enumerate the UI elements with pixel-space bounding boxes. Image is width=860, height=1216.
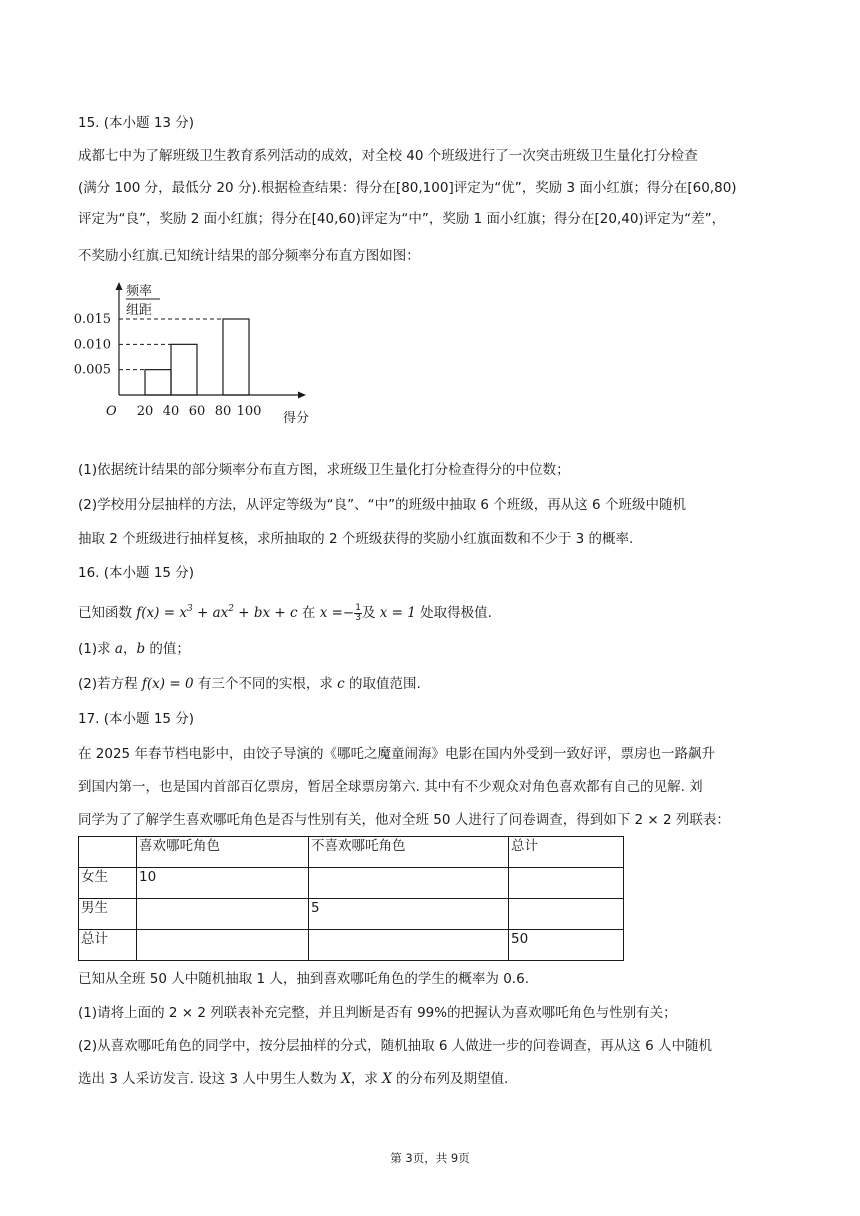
q16-part1-sep: ， xyxy=(122,641,137,657)
q15-part1: (1)依据统计结果的部分频率分布直方图，求班级卫生量化打分检查得分的中位数； xyxy=(78,462,570,478)
q15-intro-line-4: 不奖励小红旗.已知统计结果的部分频率分布直方图如图： xyxy=(78,248,420,264)
table-cell: 5 xyxy=(309,899,509,930)
table-cell: 女生 xyxy=(79,868,137,899)
table-header-cell: 总计 xyxy=(509,837,624,868)
q15-header: 15. (本小题 13 分) xyxy=(78,115,195,131)
q16-function: $f(x) = x^3 + ax^2$ + bx + c xyxy=(136,604,298,621)
y-axis-arrow xyxy=(116,282,123,290)
q17-var-X: X xyxy=(341,1071,351,1087)
frequency-histogram xyxy=(70,278,340,450)
q17-after-table: 已知从全班 50 人中随机抽取 1 人，抽到喜欢哪吒角色的学生的概率为 0.6. xyxy=(78,971,529,987)
table-cell: 10 xyxy=(137,868,309,899)
x-tick-label: 40 xyxy=(162,404,180,419)
table-row xyxy=(79,868,624,899)
table-cell xyxy=(79,837,137,868)
q17-part2-line-2 xyxy=(78,1070,508,1088)
y-label-bottom: 组距 xyxy=(126,303,153,318)
table-header-cell: 不喜欢哪吒角色 xyxy=(309,837,509,868)
table-cell xyxy=(309,930,509,961)
histogram-bar xyxy=(171,344,197,395)
x-axis-label: 得分 xyxy=(283,411,310,426)
q16-stmt-end: 处取得极值. xyxy=(415,605,492,621)
x-tick-label: 100 xyxy=(236,404,262,419)
q17-part2-line2-end: 的分布列及期望值. xyxy=(391,1071,509,1087)
q17-part2-line2-mid: ，求 xyxy=(350,1071,383,1087)
q16-var-c: c xyxy=(337,676,345,692)
table-header-cell: 喜欢哪吒角色 xyxy=(137,837,309,868)
y-tick-label: 0.015 xyxy=(73,312,111,327)
q16-rest-terms: + bx + c xyxy=(233,605,298,621)
q16-stmt-at: 在 xyxy=(297,605,320,621)
table-cell: 50 xyxy=(509,930,624,961)
table-row xyxy=(79,899,624,930)
q15-intro-line-3: 评定为“良”，奖励 2 面小红旗；得分在[40,60)评定为“中”，奖励 1 面小红旗；得分在[20,40)评定为“差”， xyxy=(78,211,726,227)
q17-part2-line-1: (2)从喜欢哪吒角色的同学中，按分层抽样的分式，随机抽取 6 人做进一步的问卷调查，再从这 6 人中随机 xyxy=(78,1038,712,1054)
table-cell xyxy=(309,868,509,899)
q16-var-b: b xyxy=(136,641,146,657)
q16-var-a: a xyxy=(114,641,123,657)
q16-frac-den: 3 xyxy=(355,612,361,623)
q15-intro-line-1: 成都七中为了解班级卫生教育系列活动的成效，对全校 40 个班级进行了一次突击班级卫生量化打分检查 xyxy=(78,148,698,164)
x-tick-label: 60 xyxy=(188,404,206,419)
table-row xyxy=(79,930,624,961)
q15-part2-line-2: 抽取 2 个班级进行抽样复核，求所抽取的 2 个班级获得的奖励小红旗面数和不少于 3 的概率. xyxy=(78,531,634,547)
table-cell xyxy=(509,868,624,899)
table-cell: 总计 xyxy=(79,930,137,961)
y-tick-label: 0.010 xyxy=(73,337,111,353)
contingency-table xyxy=(78,836,624,961)
q17-intro-line-3: 同学为了了解学生喜欢哪吒角色是否与性别有关，他对全班 50 人进行了问卷调查，得到如下 2 × 2 列联表： xyxy=(78,812,730,828)
q16-frac-num: 1 xyxy=(355,602,361,613)
page-footer: 第 3页，共 9页 xyxy=(390,1151,470,1165)
q17-header: 17. (本小题 15 分) xyxy=(78,711,195,727)
q16-part1-pre: (1)求 xyxy=(78,641,115,657)
q16-statement xyxy=(78,600,492,623)
histogram-bar xyxy=(223,319,249,395)
q16-header: 16. (本小题 15 分) xyxy=(78,565,195,581)
q16-part2 xyxy=(78,675,421,693)
q16-part2-end: 的取值范围. xyxy=(344,676,421,692)
q16-part2-pre: (2)若方程 xyxy=(78,676,142,692)
q16-part1-end: 的值； xyxy=(145,641,190,657)
q16-ax-term: + ax xyxy=(192,605,229,621)
q16-part2-mid: 有三个不同的实根，求 xyxy=(193,676,338,692)
q16-stmt-and: 及 xyxy=(361,605,380,621)
table-cell xyxy=(137,930,309,961)
y-tick-label: 0.005 xyxy=(73,362,111,378)
q16-fraction xyxy=(354,604,362,623)
origin-label: O xyxy=(106,404,117,419)
table-cell: 男生 xyxy=(79,899,137,930)
q17-part1: (1)请将上面的 2 × 2 列联表补充完整，并且判断是否有 99%的把握认为喜欢哪吒角色与性别有关； xyxy=(78,1005,677,1021)
q16-stmt-pre: 已知函数 xyxy=(78,605,132,621)
q15-part2-line-1: (2)学校用分层抽样的方法，从评定等级为“良”、“中”的班级中抽取 6 个班级，再从这 6 个班级中随机 xyxy=(78,497,686,513)
table-header-row xyxy=(79,837,624,868)
table-cell xyxy=(137,899,309,930)
histogram-bar xyxy=(145,370,171,395)
q17-var-X: X xyxy=(382,1071,392,1087)
q16-f-expr: f(x) = x xyxy=(136,605,187,621)
q17-part2-line2-pre: 选出 3 人采访发言. 设这 3 人中男生人数为 xyxy=(78,1071,342,1087)
x-tick-label: 20 xyxy=(136,404,154,419)
q16-part1 xyxy=(78,640,190,658)
q17-intro-line-1: 在 2025 年春节档电影中，由饺子导演的《哪吒之魔童闹海》电影在国内外受到一致好评，票房也一路飙升 xyxy=(78,746,715,762)
table-cell xyxy=(509,899,624,930)
x-axis-arrow xyxy=(298,392,306,399)
q17-intro-line-2: 到国内第一，也是国内首部百亿票房，暂居全球票房第六. 其中有不少观众对角色喜欢都有自己的见解. 刘 xyxy=(78,779,703,795)
q16-x2: x = 1 xyxy=(379,605,416,621)
q16-equation: f(x) = 0 xyxy=(141,676,194,692)
y-label-top: 频率 xyxy=(126,284,153,299)
q16-x1: x =− xyxy=(319,605,355,621)
q15-intro-line-2: (满分 100 分，最低分 20 分).根据检查结果：得分在[80,100]评定为“优”，奖励 3 面小红旗；得分在[60,80) xyxy=(78,180,737,196)
x-tick-label: 80 xyxy=(214,404,232,419)
